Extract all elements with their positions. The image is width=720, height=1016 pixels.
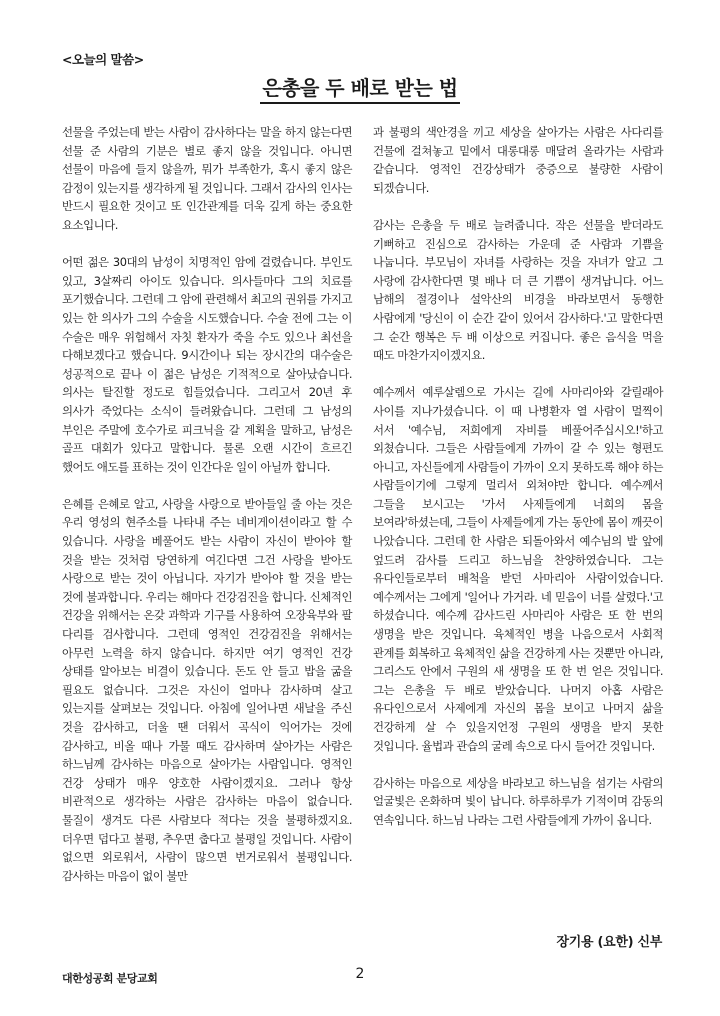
- paragraph: 감사는 은총을 두 배로 늘려줍니다. 작은 선물을 받더라도 기뻐하고 진심으로 감사하는 가운데 준 사람과 기쁨을 나눕니다. 부모님이 자녀를 사랑하는 것을 자녀가 알고 그 사랑에 감사한다면 몇 배나 더 큰 기쁨이 생겨납니다. 어느 남해의 절경이나 설악산의 비경을 바라보면서 동행한 사람에게 '당신이 이 순간 같이 있어서 감사하다.'고 말한다면 그 순간 행복은 두 배 이상으로 커집니다. 좋은 음식을 먹을 때도 마찬가지이겠지요.: [373, 217, 663, 363]
- footer-church-name: 대한성공회 분당교회: [62, 972, 158, 985]
- right-column: [373, 123, 663, 830]
- paragraph: 선물을 주었는데 받는 사람이 감사하다는 말을 하지 않는다면 선물 준 사람의 기분은 별로 좋지 않을 것입니다. 아니면 선물이 마음에 들지 않을까, 뭐가 부족한가, 혹시 좋지 않은 감정이 있는지를 생각하게 될 것입니다. 그래서 감사의 인사는 반드시 필요한 것이고 또 인간관계를 더욱 깊게 하는 중요한 요소입니다.: [62, 125, 352, 232]
- paragraph: 어떤 젊은 30대의 남성이 치명적인 암에 걸렸습니다. 부인도 있고, 3살짜리 아이도 있습니다. 의사들마다 그의 치료를 포기했습니다. 그런데 그 암에 관련해서 최고의 권위를 가지고 있는 한 의사가 그의 수술을 시도했습니다. 수술 전에 그는 이 수술은 매우 위험해서 자칫 환자가 죽을 수도 있으나 최선을 다해보겠다고 했습니다. 9시간이나 되는 장시간의 대수술은 성공적으로 끝나 이 젊은 남성은 기적적으로 살아났습니다. 의사는 탈진할 정도로 힘들었습니다. 그리고서 20년 후 의사가 죽었다는 소식이 들려왔습니다. 그런데 그 남성의 부인은 주말에 호수가로 피크닉을 갈 계획을 말하고, 남성은 골프 대회가 있다고 말합니다. 물론 오랜 시간이 흐르긴 했어도 애도를 표하는 것이 인간다운 일이 아닐까 합니다.: [62, 255, 352, 474]
- page-title-text: 은총을 두 배로 받는 법: [260, 76, 459, 104]
- paragraph: 예수께서 예루살렘으로 가시는 길에 사마리아와 갈릴래아 사이를 지나가셨습니다. 이 때 나병환자 열 사람이 멀찍이 서서 '예수님, 저희에게 자비를 베풀어주십시오!'하고 외쳤습니다. 그들은 사람들에게 가까이 갈 수 있는 형편도 아니고, 자신들에게 사람들이 가까이 오지 못하도록 해야 하는 사람들이기에 그렇게 멀리서 외쳐야만 합니다. 예수께서 그들을 보시고는 '가서 사제들에게 너희의 몸을 보여라'하셨는데, 그들이 사제들에게 가는 동안에 몸이 깨끗이 나았습니다. 그런데 한 사람은 되돌아와서 예수님의 발 앞에 엎드려 감사를 드리고 하느님을 찬양하였습니다. 그는 유다인들로부터 배척을 받던 사마리아 사람이었습니다. 예수께서는 그에게 '일어나 가거라. 네 믿음이 너를 살렸다.'고 하셨습니다. 예수께 감사드린 사마리아 사람은 또 한 번의 생명을 받은 것입니다. 육체적인 병을 나음으로서 사회적 관계를 회복하고 육체적인 삶을 건강하게 사는 것뿐만 아니라, 그리스도 안에서 구원의 새 생명을 또 한 번 얻은 것입니다. 그는 은총을 두 배로 받았습니다. 나머지 아홉 사람은 유다인으로서 사제에게 자신의 몸을 보이고 나머지 삶을 건강하게 살 수 있을지언정 구원의 생명을 받지 못한 것입니다. 율법과 관습의 굴레 속으로 다시 들어간 것입니다.: [373, 385, 663, 753]
- author-signature: 장기용 (요한) 신부: [556, 935, 662, 950]
- left-column: [62, 123, 352, 885]
- paragraph: 은혜를 은혜로 알고, 사랑을 사랑으로 받아들일 줄 아는 것은 우리 영성의 현주소를 나타내 주는 네비게이션이라고 할 수 있습니다. 사랑을 베풀어도 받는 사람이 자신이 받아야 할 것을 받는 것처럼 당연하게 여긴다면 그건 사랑을 받아도 사랑으로 받는 것이 아닙니다. 자기가 받아야 할 것을 받는 것에 불과합니다. 우리는 해마다 건강검진을 합니다. 신체적인 건강을 위해서는 온갖 과학과 기구를 사용하여 오장육부와 팔 다리를 검사합니다. 그런데 영적인 건강검진을 위해서는 아무런 노력을 하지 않습니다. 하지만 여기 영적인 건강 상태를 알아보는 비결이 있습니다. 돈도 안 들고 밥을 굶을 필요도 없습니다. 그것은 자신이 얼마나 감사하며 살고 있는지를 살펴보는 것입니다. 아침에 일어나면 새날을 주신 것을 감사하고, 더울 땐 더워서 곡식이 익어가는 것에 감사하고, 비올 때나 가물 때도 감사하며 살아가는 사람은 하느님께 감사하는 마음으로 살아가는 사람입니다. 영적인 건강 상태가 매우 양호한 사람이겠지요. 그러나 항상 비관적으로 생각하는 사람은 감사하는 마음이 없습니다. 물질이 생겨도 다른 사람보다 적다는 것을 불평하겠지요. 더우면 덥다고 불평, 추우면 춥다고 불평일 것입니다. 사람이 없으면 외로워서, 사람이 많으면 번거로워서 불평입니다. 감사하는 마음이 없이 불만: [62, 496, 352, 883]
- page-title: [0, 72, 720, 101]
- section-label: <오늘의 말씀>: [62, 52, 144, 67]
- page-number: 2: [355, 966, 365, 982]
- paragraph: 과 불평의 색안경을 끼고 세상을 살아가는 사람은 사다리를 건물에 걸쳐놓고 밑에서 대롱대롱 매달려 올라가는 사람과 같습니다. 영적인 건강상태가 중증으로 불량한 사람이 되겠습니다.: [373, 125, 663, 195]
- paragraph: 감사하는 마음으로 세상을 바라보고 하느님을 섬기는 사람의 얼굴빛은 온화하며 빛이 납니다. 하루하루가 기적이며 감동의 연속입니다. 하느님 나라는 그런 사람들에게 가까이 옵니다.: [373, 775, 663, 827]
